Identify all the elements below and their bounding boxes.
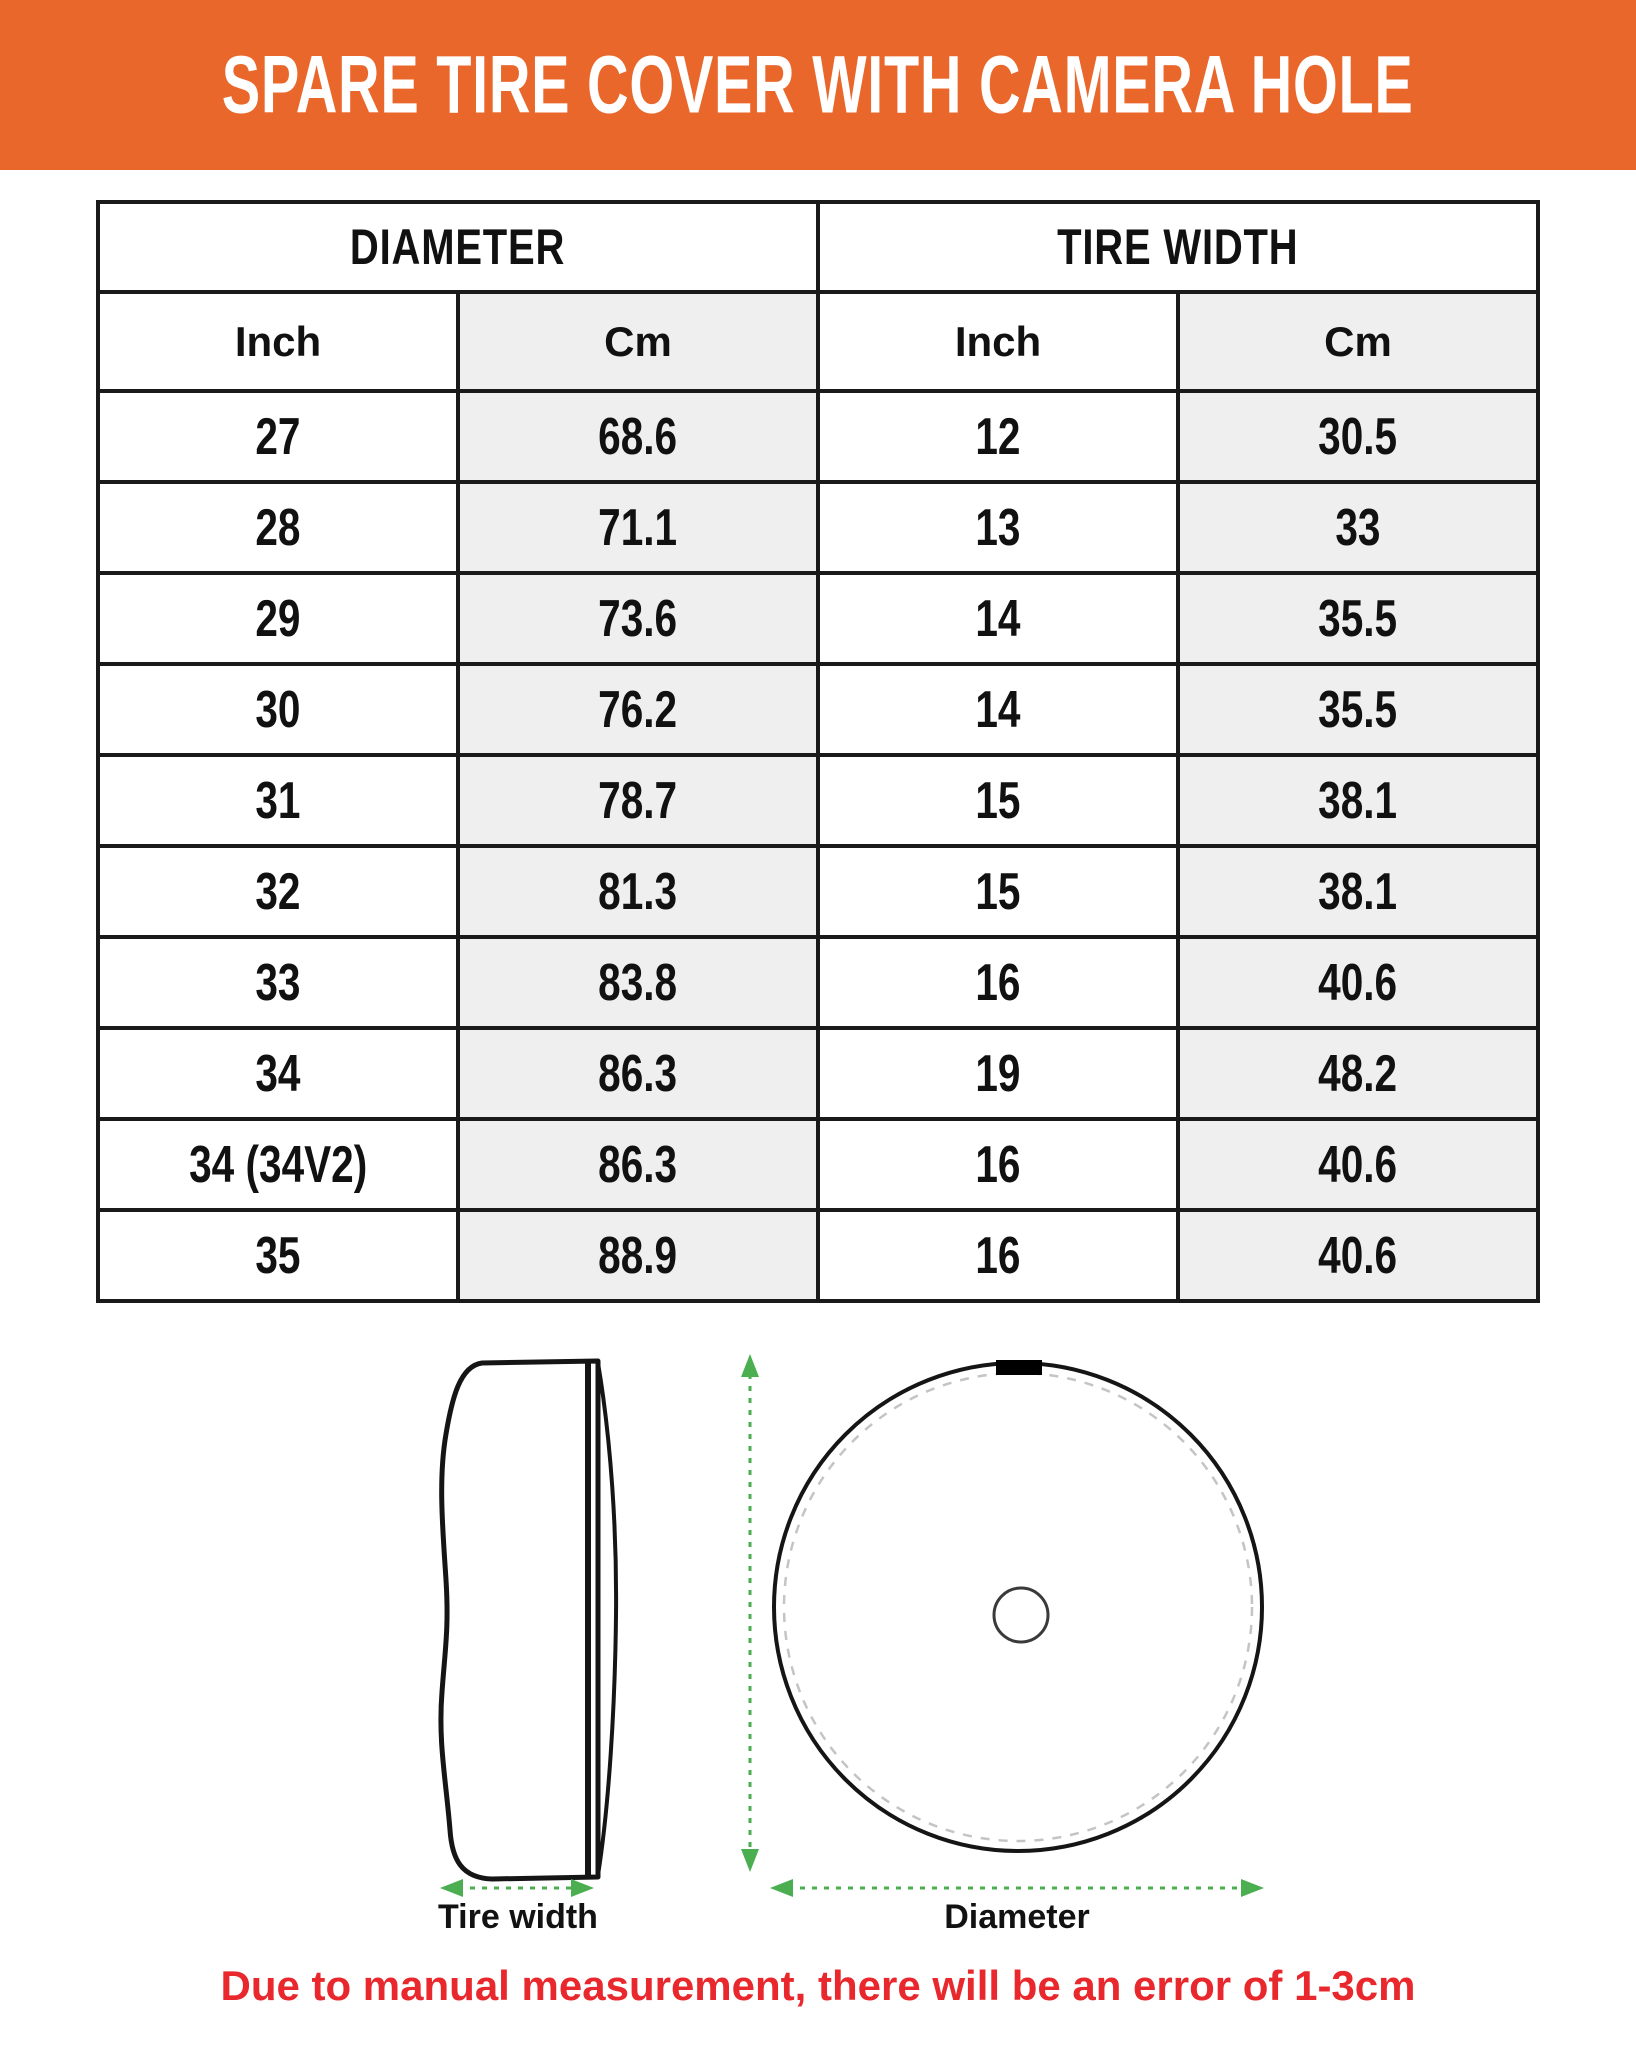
tire-side-view <box>441 1361 616 1879</box>
camera-hole <box>994 1588 1048 1642</box>
table-cell: 30 <box>98 664 458 755</box>
table-cell: 35.5 <box>1178 664 1538 755</box>
table-cell: 29 <box>98 573 458 664</box>
table-cell: 81.3 <box>458 846 818 937</box>
column-header-cm: Cm <box>1178 292 1538 391</box>
table-cell: 34 (34V2) <box>98 1119 458 1210</box>
table-cell: 16 <box>818 937 1178 1028</box>
table-cell: 12 <box>818 391 1178 482</box>
table-cell: 14 <box>818 664 1178 755</box>
table-cell: 68.6 <box>458 391 818 482</box>
arrowhead-right-icon <box>571 1879 594 1897</box>
page-title: SPARE TIRE COVER WITH CAMERA HOLE <box>222 39 1414 130</box>
tire-side-outline <box>441 1361 598 1879</box>
table-cell: 34 <box>98 1028 458 1119</box>
table-cell: 30.5 <box>1178 391 1538 482</box>
arrowhead-left-icon <box>440 1879 463 1897</box>
table-cell: 48.2 <box>1178 1028 1538 1119</box>
table-cell: 19 <box>818 1028 1178 1119</box>
table-cell: 76.2 <box>458 664 818 755</box>
column-header-cm: Cm <box>458 292 818 391</box>
tire-width-label: Tire width <box>438 1898 598 1936</box>
table-cell: 35 <box>98 1210 458 1301</box>
table-cell: 78.7 <box>458 755 818 846</box>
table-cell: 15 <box>818 755 1178 846</box>
table-cell: 86.3 <box>458 1028 818 1119</box>
table-cell: 40.6 <box>1178 937 1538 1028</box>
arrowhead-right-icon <box>1241 1879 1264 1897</box>
arrowhead-down-icon <box>741 1849 759 1872</box>
table-cell: 14 <box>818 573 1178 664</box>
table-cell: 38.1 <box>1178 846 1538 937</box>
table-cell: 38.1 <box>1178 755 1538 846</box>
table-cell: 71.1 <box>458 482 818 573</box>
column-header-inch: Inch <box>98 292 458 391</box>
measurement-error-note: Due to manual measurement, there will be an error of 1-3cm <box>220 1962 1416 2009</box>
table-cell: 40.6 <box>1178 1119 1538 1210</box>
table-cell: 16 <box>818 1210 1178 1301</box>
table-cell: 73.6 <box>458 573 818 664</box>
table-cell: 15 <box>818 846 1178 937</box>
table-cell: 88.9 <box>458 1210 818 1301</box>
diameter-label: Diameter <box>944 1898 1090 1936</box>
table-cell: 33 <box>98 937 458 1028</box>
table-cell: 86.3 <box>458 1119 818 1210</box>
arrowhead-left-icon <box>770 1879 793 1897</box>
table-cell: 13 <box>818 482 1178 573</box>
tire-side-sidewall-curve <box>598 1363 616 1875</box>
table-cell: 16 <box>818 1119 1178 1210</box>
tire-width-group-label: TIRE WIDTH <box>1057 219 1299 275</box>
table-cell: 83.8 <box>458 937 818 1028</box>
table-cell: 31 <box>98 755 458 846</box>
arrowhead-up-icon <box>741 1354 759 1377</box>
column-header-inch: Inch <box>818 292 1178 391</box>
table-cell: 28 <box>98 482 458 573</box>
tire-front-view <box>774 1360 1262 1851</box>
table-cell: 33 <box>1178 482 1538 573</box>
strap-notch <box>996 1360 1042 1375</box>
table-cell: 27 <box>98 391 458 482</box>
table-cell: 40.6 <box>1178 1210 1538 1301</box>
diameter-group-label: DIAMETER <box>350 219 566 275</box>
table-cell: 35.5 <box>1178 573 1538 664</box>
table-cell: 32 <box>98 846 458 937</box>
